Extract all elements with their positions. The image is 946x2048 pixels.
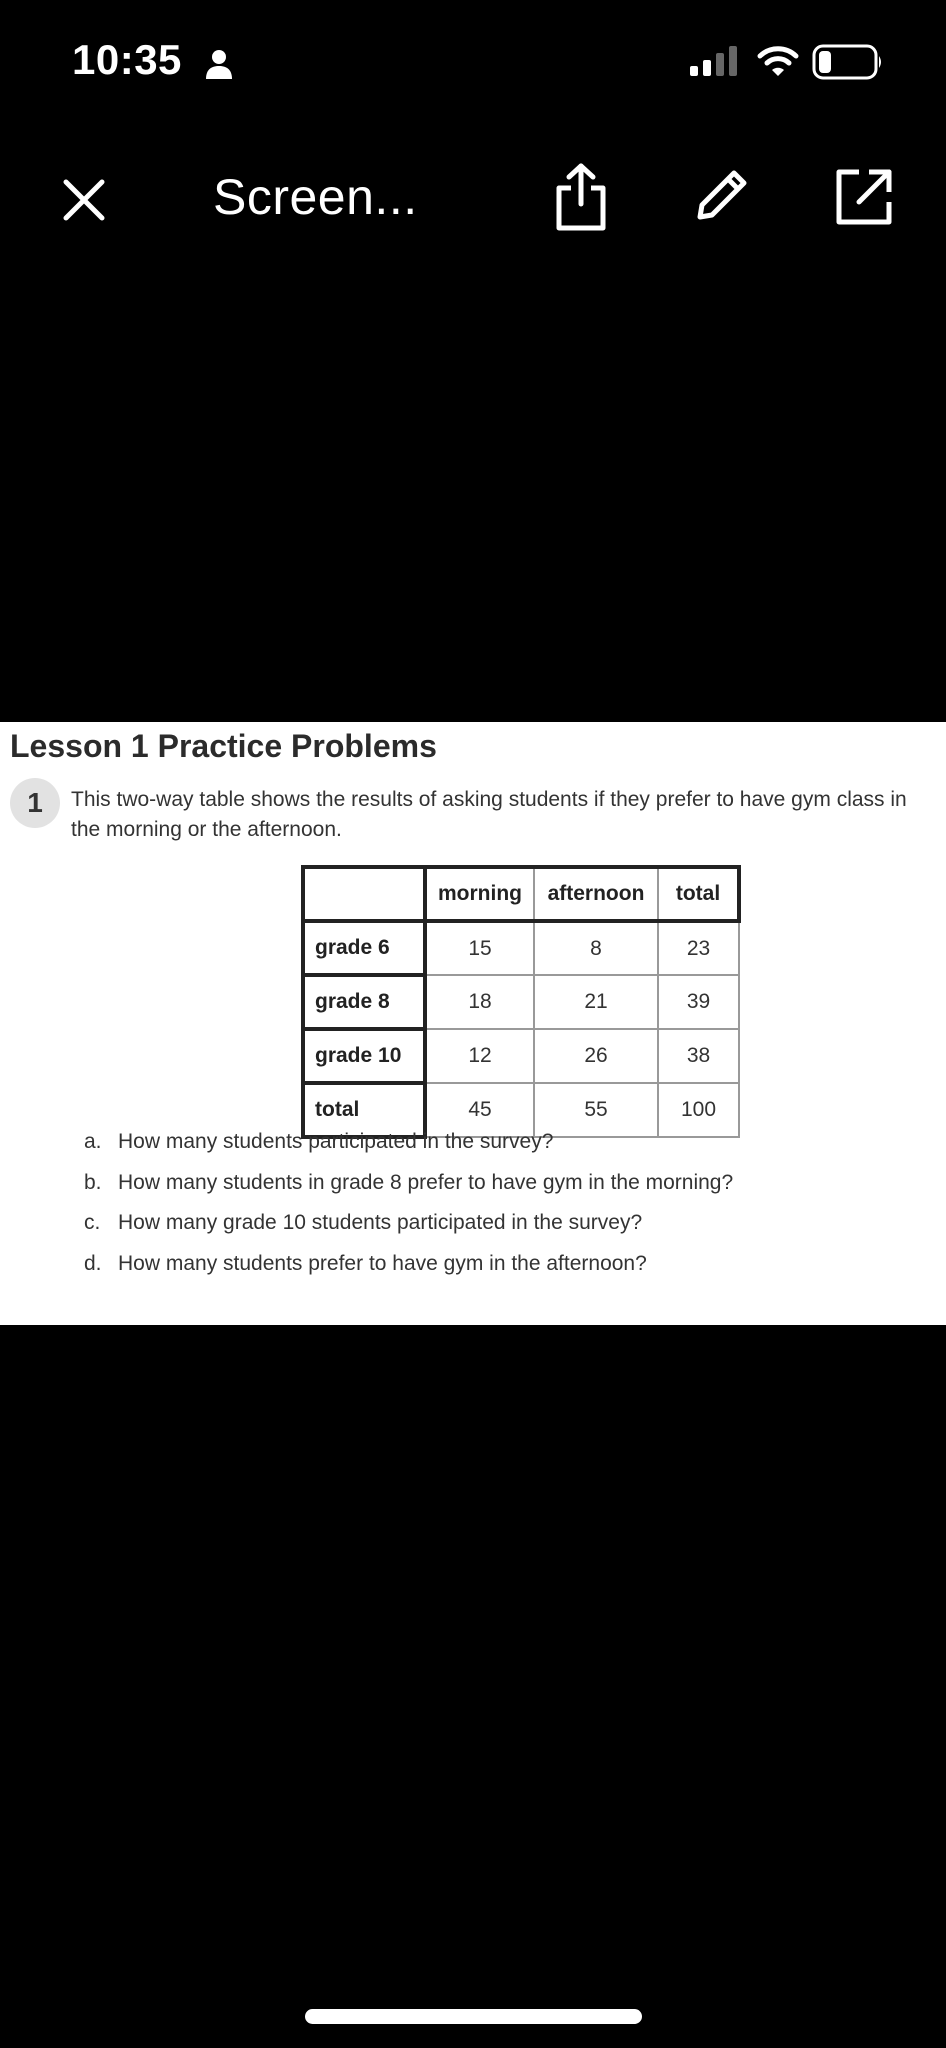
- file-title: Screen...: [213, 169, 418, 225]
- table-cell: 55: [534, 1083, 658, 1137]
- sub-question-letter: a.: [84, 1130, 102, 1153]
- sub-question-text: How many grade 10 students participated in the survey?: [118, 1211, 643, 1234]
- edit-button[interactable]: [692, 165, 752, 225]
- table-row: [303, 921, 739, 975]
- sub-question-list: [84, 1122, 733, 1284]
- sub-question-text: How many students in grade 8 prefer to have gym in the morning?: [118, 1170, 734, 1194]
- table-row: [303, 975, 739, 1029]
- sub-question-text: How many students participated in the survey?: [118, 1130, 554, 1153]
- person-icon: [204, 48, 234, 80]
- home-indicator[interactable]: [305, 2009, 642, 2024]
- table-cell: 21: [534, 975, 658, 1029]
- table-cell: 100: [658, 1083, 739, 1137]
- question-number-badge: 1: [10, 778, 60, 828]
- share-button[interactable]: [553, 162, 609, 232]
- close-icon: [60, 176, 108, 224]
- table-cell: 8: [534, 921, 658, 975]
- question-text: This two-way table shows the results of asking students if they prefer to have gym class in the morning or the afternoon.: [71, 788, 907, 841]
- wifi-icon: [757, 45, 799, 77]
- table-row-label: grade 6: [303, 921, 425, 975]
- table-row-label: total: [303, 1083, 425, 1137]
- sub-question-letter: d.: [84, 1251, 102, 1275]
- table-cell: 45: [425, 1083, 534, 1137]
- table-row-label: grade 10: [303, 1029, 425, 1083]
- sub-question-letter: c.: [84, 1211, 101, 1234]
- table-cell: 26: [534, 1029, 658, 1083]
- document-image: [0, 722, 946, 1325]
- table-cell: 38: [658, 1029, 739, 1083]
- sub-question-text: How many students prefer to have gym in the afternoon?: [118, 1251, 647, 1275]
- sub-question: [84, 1163, 733, 1204]
- table-cell: 12: [425, 1029, 534, 1083]
- share-icon: [553, 162, 609, 232]
- signal-icon: [690, 46, 740, 76]
- open-external-icon: [835, 168, 893, 226]
- table-corner-cell: [303, 867, 425, 921]
- table-cell: 23: [658, 921, 739, 975]
- lesson-title: Lesson 1 Practice Problems: [10, 728, 437, 764]
- status-time: 10:35: [72, 36, 182, 83]
- pencil-icon: [692, 165, 752, 225]
- table-cell: 39: [658, 975, 739, 1029]
- open-external-button[interactable]: [835, 168, 893, 226]
- table-row: [303, 1029, 739, 1083]
- status-bar: [0, 0, 946, 120]
- table-cell: 18: [425, 975, 534, 1029]
- sub-question: [84, 1122, 733, 1163]
- table-header-row: [303, 867, 739, 921]
- table-row-label: grade 8: [303, 975, 425, 1029]
- table-header-cell: afternoon: [534, 867, 658, 921]
- viewer-toolbar: [0, 150, 946, 250]
- two-way-table: [301, 865, 741, 1139]
- table-header-cell: morning: [425, 867, 534, 921]
- table-cell: 15: [425, 921, 534, 975]
- table-header-cell: total: [658, 867, 739, 921]
- sub-question: [84, 1203, 733, 1244]
- battery-icon: [812, 44, 884, 80]
- sub-question-letter: b.: [84, 1170, 102, 1194]
- close-button[interactable]: [60, 176, 108, 224]
- sub-question: [84, 1244, 733, 1285]
